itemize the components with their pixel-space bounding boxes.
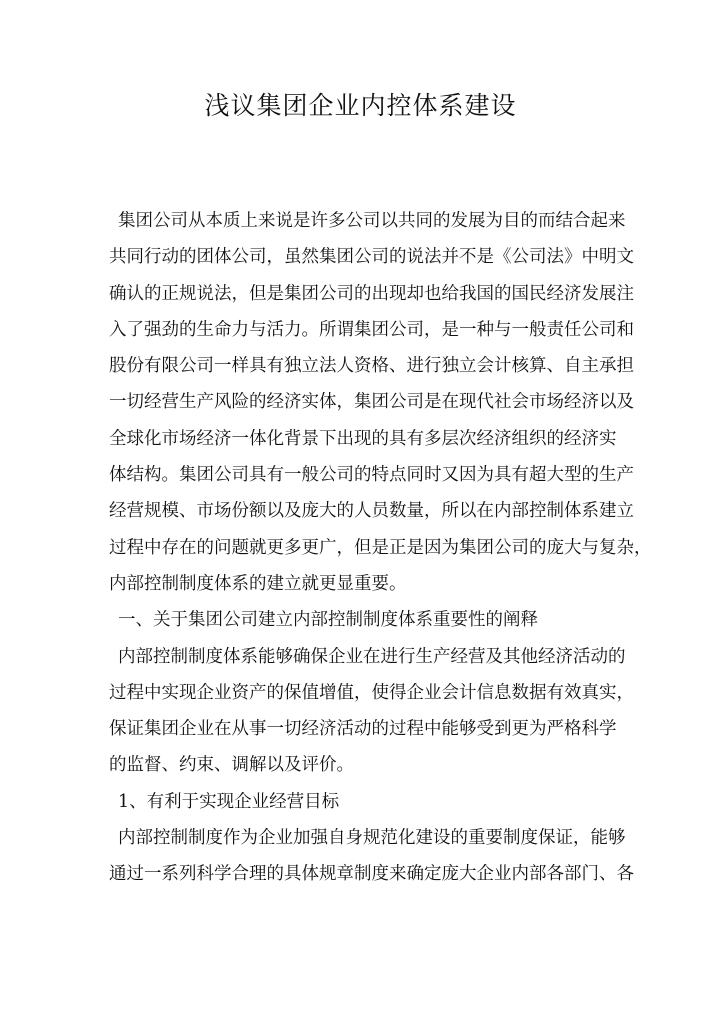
paragraph-line: 体结构。集团公司具有一般公司的特点同时又因为具有超大型的生产 <box>109 465 634 486</box>
paragraph-line: 入了强劲的生命力与活力。所谓集团公司，是一种与一般责任公司和 <box>109 319 634 340</box>
paragraph-line: 一切经营生产风险的经济实体，集团公司是在现代社会市场经济以及 <box>109 392 634 413</box>
paragraph-line: 共同行动的团体公司，虽然集团公司的说法并不是《公司法》中明文 <box>109 247 634 268</box>
paragraph-line: 股份有限公司一样具有独立法人资格、进行独立会计核算、自主承担 <box>109 356 634 377</box>
paragraph-line: 集团公司从本质上来说是许多公司以共同的发展为目的而结合起来 <box>118 211 626 231</box>
section-heading: 一、关于集团公司建立内部控制制度体系重要性的阐释 <box>118 610 538 631</box>
paragraph-line: 确认的正规说法，但是集团公司的出现却也给我国的国民经济发展注 <box>109 283 634 304</box>
paragraph-line: 内部控制制度作为企业加强自身规范化建设的重要制度保证，能够 <box>118 828 626 849</box>
paragraph-line: 经营规模、市场份额以及庞大的人员数量，所以在内部控制体系建立 <box>109 501 634 522</box>
paragraph-line: 过程中实现企业资产的保值增值，使得企业会计信息数据有效真实， <box>109 682 634 703</box>
paragraph-line: 全球化市场经济一体化背景下出现的具有多层次经济组织的经济实 <box>109 428 617 449</box>
paragraph-line: 的监督、约束、调解以及评价。 <box>109 755 354 776</box>
paragraph-line: 通过一系列科学合理的具体规章制度来确定庞大企业内部各部门、各 <box>109 864 634 885</box>
paragraph-line: 内部控制制度体系的建立就更显重要。 <box>109 573 407 594</box>
document-body <box>109 203 652 893</box>
paragraph-line: 内部控制制度体系能够确保企业在进行生产经营及其他经济活动的 <box>118 646 626 667</box>
paragraph-line: 过程中存在的问题就更多更广，但是正是因为集团公司的庞大与复杂， <box>109 537 652 558</box>
document-title: 浅议集团企业内控体系建设 <box>204 91 517 120</box>
paragraph-line: 保证集团企业在从事一切经济活动的过程中能够受到更为严格科学 <box>109 719 617 740</box>
subsection-heading: 1、有利于实现企业经营目标 <box>118 791 340 812</box>
